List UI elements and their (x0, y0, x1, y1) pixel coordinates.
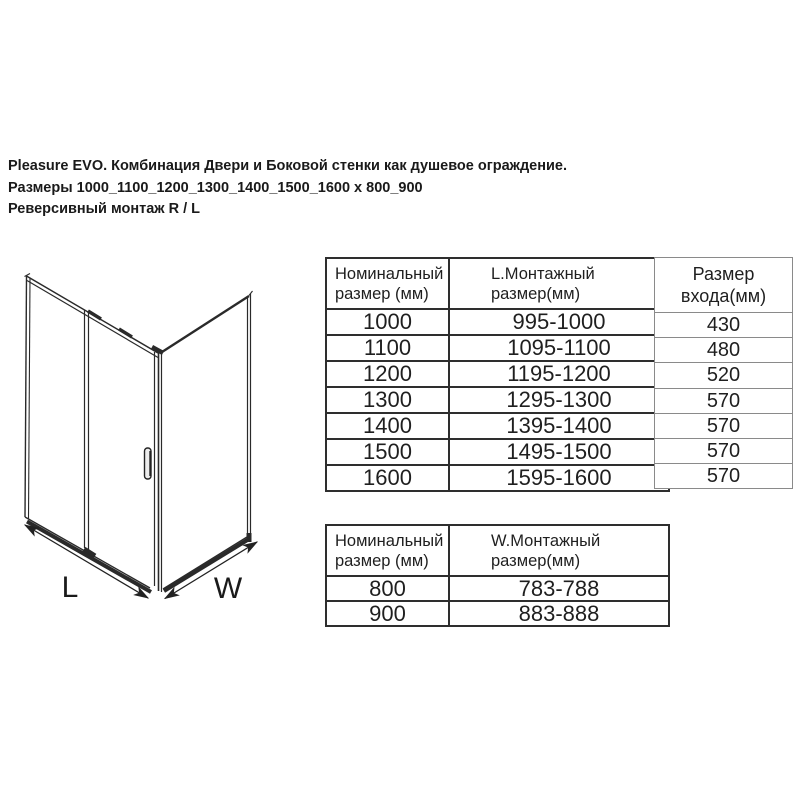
w-mounting-size-header: W.Монтажный размер(мм) (449, 525, 669, 576)
table-cell: 1295-1300 (449, 387, 669, 413)
heading-block (8, 156, 648, 221)
table-row (326, 309, 669, 335)
table-row (326, 465, 669, 491)
table-cell: 570 (655, 438, 793, 463)
length-label: L (61, 571, 79, 604)
table-cell: 1095-1100 (449, 335, 669, 361)
table-header-row (326, 525, 669, 576)
length-arrow (25, 525, 148, 598)
side-panel-outline (162, 291, 253, 591)
width-table-body (326, 576, 669, 626)
table-cell: 1000 (326, 309, 449, 335)
door-handle (145, 448, 152, 479)
entrance-table-head (655, 258, 793, 313)
entrance-table-body (655, 313, 793, 489)
table-row (655, 438, 793, 463)
table-cell: 570 (655, 388, 793, 413)
table-row (326, 439, 669, 465)
table-header-row (655, 258, 793, 313)
table-cell: 1400 (326, 413, 449, 439)
table-cell: 1100 (326, 335, 449, 361)
width-arrow (165, 542, 257, 599)
table-cell: 783-788 (449, 576, 669, 601)
length-size-table (325, 257, 670, 492)
table-cell: 1395-1400 (449, 413, 669, 439)
table-row (655, 363, 793, 388)
table-row (655, 413, 793, 438)
table-cell: 430 (655, 313, 793, 338)
table-cell: 1195-1200 (449, 361, 669, 387)
entrance-size-table (654, 257, 793, 489)
table-row (655, 313, 793, 338)
table-row (326, 387, 669, 413)
table-cell: 520 (655, 363, 793, 388)
width-size-table (325, 524, 670, 627)
length-table-head (326, 258, 669, 309)
table-row (326, 601, 669, 626)
entrance-size-header: Размер входа(мм) (655, 258, 793, 313)
table-cell: 995-1000 (449, 309, 669, 335)
table-cell: 900 (326, 601, 449, 626)
table-row (326, 413, 669, 439)
table-cell: 1300 (326, 387, 449, 413)
width-table-head (326, 525, 669, 576)
table-cell: 1200 (326, 361, 449, 387)
table-row (655, 388, 793, 413)
l-mounting-size-header: L.Монтажный размер(мм) (449, 258, 669, 309)
table-cell: 800 (326, 576, 449, 601)
table-row (655, 338, 793, 363)
table-row (655, 464, 793, 489)
table-cell: 480 (655, 338, 793, 363)
table-cell: 1500 (326, 439, 449, 465)
table-header-row (326, 258, 669, 309)
table-cell: 1600 (326, 465, 449, 491)
front-panel-outline (25, 274, 164, 593)
corner-bracket (152, 347, 163, 353)
table-row (326, 576, 669, 601)
table-row (326, 335, 669, 361)
shower-diagram (0, 258, 300, 604)
table-cell: 570 (655, 464, 793, 489)
length-table-body (326, 309, 669, 491)
heading-line-product: Pleasure EVO. Комбинация Двери и Боковой стенки как душевое ограждение. (8, 158, 568, 174)
nominal-size-header: Номинальный размер (мм) (326, 258, 449, 309)
table-cell: 883-888 (449, 601, 669, 626)
heading-line-sizes: Размеры 1000_1100_1200_1300_1400_1500_1600 x 800_900 (8, 179, 423, 196)
table-row (326, 361, 669, 387)
width-label: W (213, 572, 243, 604)
table-cell: 1495-1500 (449, 439, 669, 465)
heading-line-mounting: Реверсивный монтаж R / L (8, 201, 201, 217)
table-cell: 570 (655, 413, 793, 438)
nominal-size-header: Номинальный размер (мм) (326, 525, 449, 576)
table-cell: 1595-1600 (449, 465, 669, 491)
